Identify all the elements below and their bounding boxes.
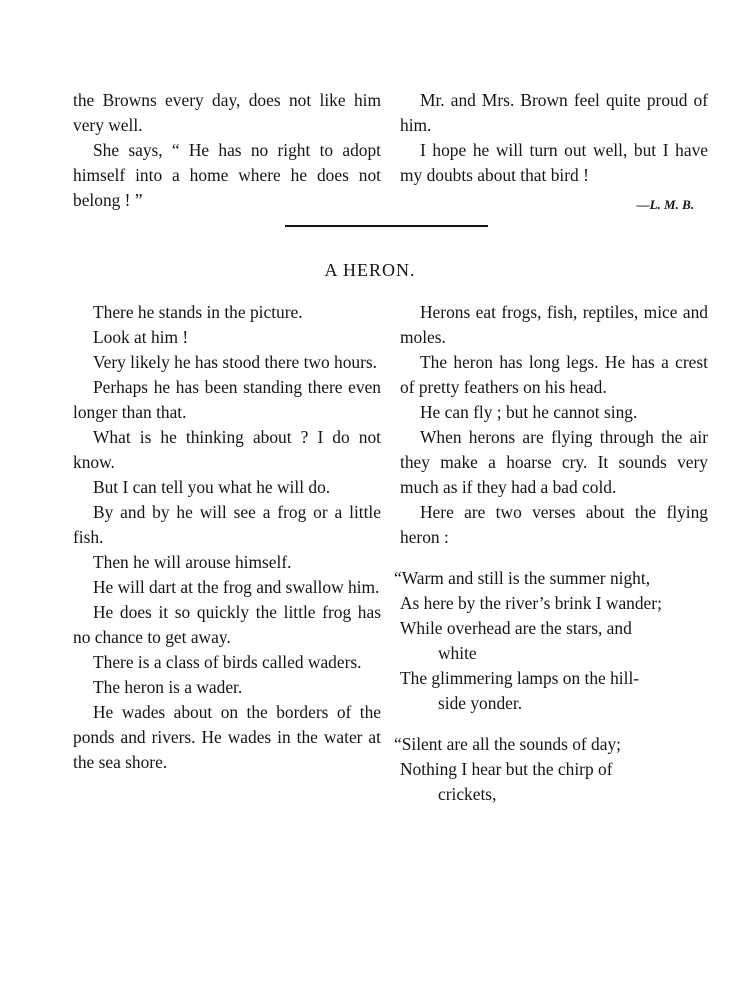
top-left-column xyxy=(73,88,381,213)
paragraph: There he stands in the picture. xyxy=(93,302,303,322)
paragraph: She says, “ He has no right to adopt himself into a home where he does not belong ! ” xyxy=(73,140,381,210)
paragraph: the Browns every day, does not like him very well. xyxy=(73,90,381,135)
paragraph: But I can tell you what he will do. xyxy=(93,477,331,497)
verse-line: The glimmering lamps on the hill- xyxy=(400,668,640,688)
paragraph: He can fly ; but he cannot sing. xyxy=(420,402,638,422)
paragraph: Then he will arouse himself. xyxy=(93,552,292,572)
verse-line: side yonder. xyxy=(438,693,523,713)
section-divider xyxy=(285,225,488,227)
paragraph: He does it so quickly the little frog has no chance to get away. xyxy=(73,602,381,647)
paragraph: When herons are flying through the air they make a hoarse cry. It sounds very much as if they had a bad cold. xyxy=(400,427,708,497)
paragraph: Very likely he has stood there two hours. xyxy=(93,352,377,372)
paragraph: Look at him ! xyxy=(93,327,189,347)
verse-line: As here by the river’s brink I wander; xyxy=(400,593,662,613)
paragraph: There is a class of birds called waders. xyxy=(93,652,362,672)
article-right-column xyxy=(394,300,708,807)
paragraph: Mr. and Mrs. Brown feel quite proud of him. xyxy=(400,90,708,135)
paragraph: The heron is a wader. xyxy=(93,677,243,697)
verse-line: “Silent are all the sounds of day; xyxy=(394,734,621,754)
author-signature: —L. M. B. xyxy=(636,197,694,212)
article-title: A HERON. xyxy=(324,260,416,280)
paragraph: Perhaps he has been standing there even longer than that. xyxy=(73,377,381,422)
paragraph: He wades about on the borders of the ponds and rivers. He wades in the water at the sea shore. xyxy=(73,702,381,772)
paragraph: Herons eat frogs, fish, reptiles, mice and moles. xyxy=(400,302,708,347)
paragraph: The heron has long legs. He has a crest of pretty feathers on his head. xyxy=(400,352,708,397)
verse-line: crickets, xyxy=(438,784,497,804)
top-right-column xyxy=(400,88,708,217)
article-left-column xyxy=(73,300,381,775)
verse-line: white xyxy=(438,643,477,663)
poem-verse-2 xyxy=(394,732,708,807)
verse-line: Nothing I hear but the chirp of xyxy=(400,759,613,779)
paragraph: Here are two verses about the flying heron : xyxy=(400,502,708,547)
poem-verse-1 xyxy=(394,566,708,716)
verse-line: “Warm and still is the summer night, xyxy=(394,568,651,588)
paragraph: By and by he will see a frog or a little fish. xyxy=(73,502,381,547)
paragraph: He will dart at the frog and swallow him. xyxy=(93,577,380,597)
paragraph: What is he thinking about ? I do not know. xyxy=(73,427,381,472)
paragraph: I hope he will turn out well, but I have my doubts about that bird ! xyxy=(400,140,708,185)
verse-line: While overhead are the stars, and xyxy=(400,618,632,638)
